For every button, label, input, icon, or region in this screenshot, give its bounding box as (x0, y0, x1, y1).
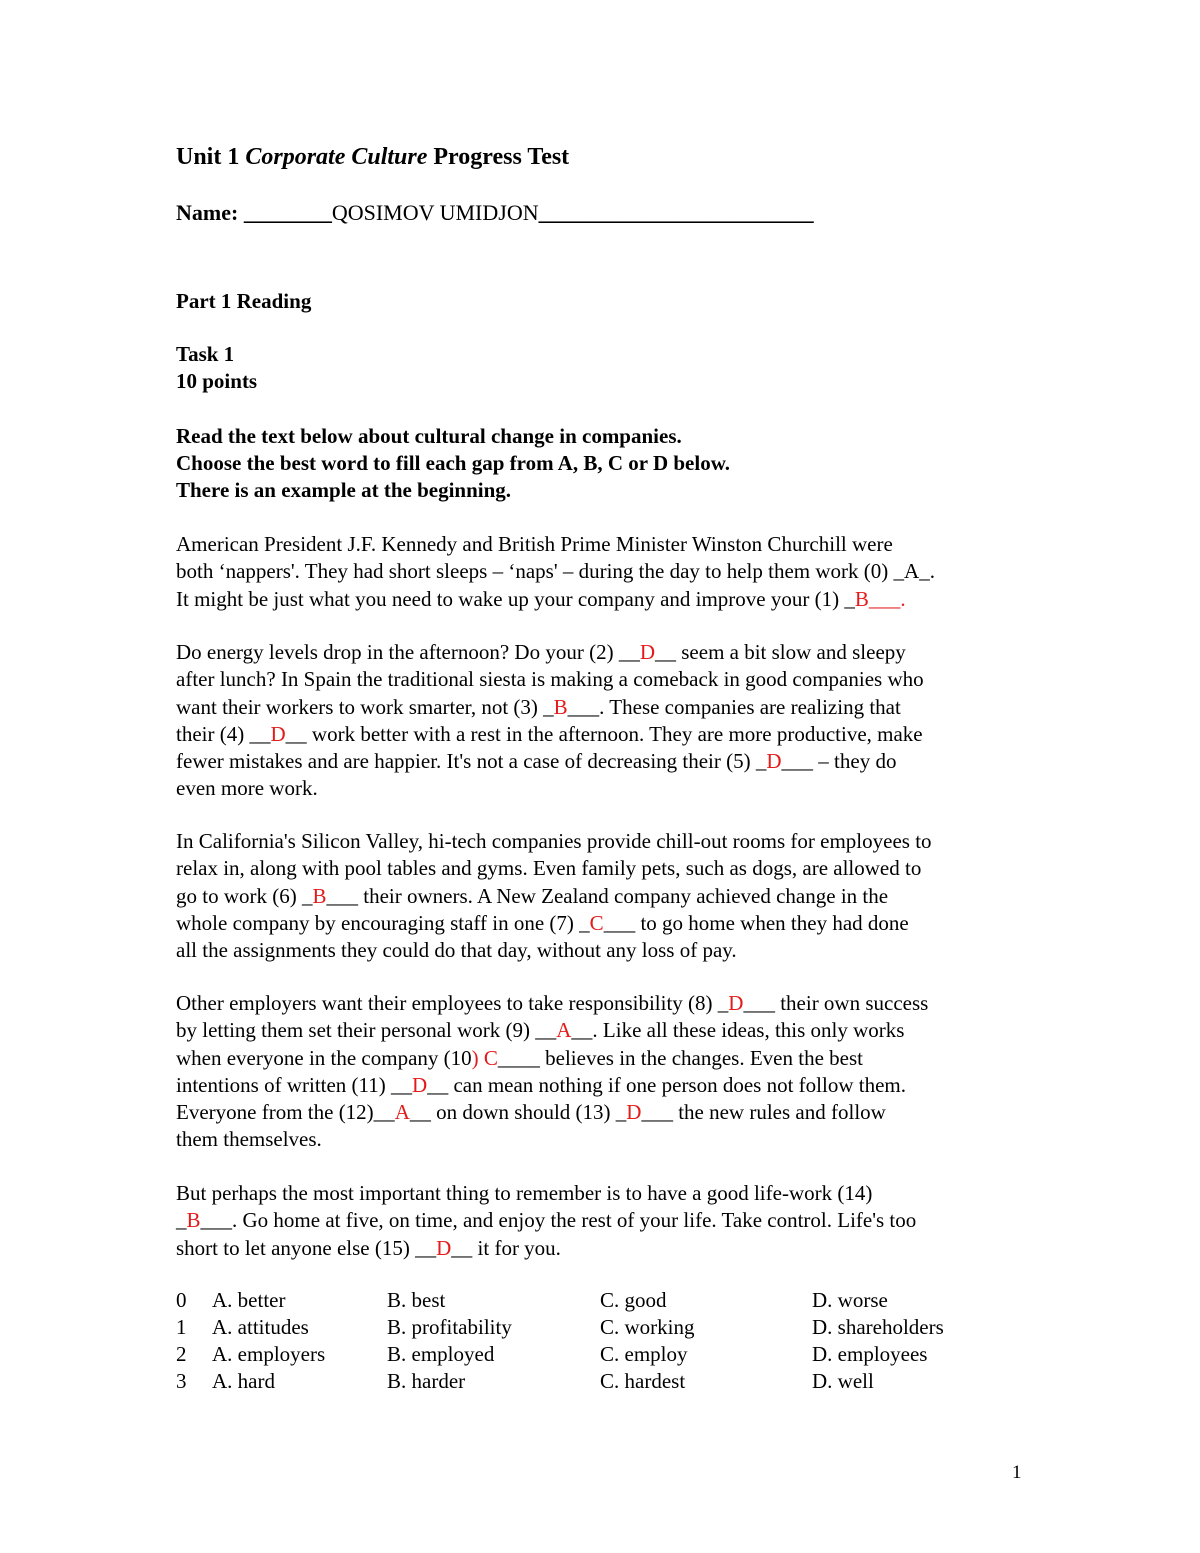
answer-12: A (394, 1100, 410, 1125)
option-c: C. working (600, 1315, 695, 1339)
task-heading: Task 1 (176, 342, 235, 366)
answer-5: D (766, 749, 782, 774)
option-number: 2 (176, 1342, 187, 1366)
answer-15: D (436, 1235, 452, 1260)
instructions (176, 423, 730, 504)
part-heading: Part 1 Reading (176, 289, 312, 313)
option-a: A. employers (212, 1342, 326, 1366)
answer-4: D (270, 721, 286, 746)
answer-2: D (639, 640, 655, 664)
student-name: QOSIMOV UMIDJON (331, 200, 539, 225)
option-b: B. harder (387, 1369, 466, 1393)
option-d: D. worse (812, 1288, 888, 1312)
option-b: B. best (387, 1288, 446, 1312)
answer-9: A (556, 1018, 572, 1043)
paragraph-3: In California's Silicon Valley, hi-tech companies provide chill-out rooms for employees to relax in, along with pool tables and gyms. Even family pets, such as dogs, are allowed to go to work (6) _B___ their owners. A New Zealand company achieved change in the whole company by encouraging staff in one (7) _C___ to go home when they had done all the assignments they could do that day, without any loss of pay. (176, 829, 932, 963)
option-d: D. well (812, 1369, 874, 1393)
option-d: D. employees (812, 1342, 928, 1366)
option-a: A. attitudes (212, 1315, 309, 1339)
option-a: A. better (212, 1288, 286, 1312)
instruction-line: There is an example at the beginning. (176, 478, 512, 502)
option-number: 1 (176, 1315, 187, 1339)
task-points: 10 points (176, 369, 258, 393)
student-name-line: Name: ________QOSIMOV UMIDJON_________________________ (176, 200, 814, 225)
option-c: C. hardest (600, 1369, 686, 1393)
answer-3: B (553, 694, 568, 719)
answer-14: B (186, 1208, 201, 1233)
answer-6: B (312, 883, 327, 908)
instruction-line: Read the text below about cultural change in companies. (176, 424, 682, 448)
page-number: 1 (1012, 1462, 1022, 1483)
option-number: 3 (176, 1369, 187, 1393)
option-d: D. shareholders (812, 1315, 944, 1339)
paragraph-2: Do energy levels drop in the afternoon? Do your (2) __D__ seem a bit slow and sleepy after lunch? In Spain the traditional siesta is making a comeback in good companies who want their workers to work smarter, not (3) _B___. These companies are realizing that their (4) __D__ work better with a rest in the afternoon. They are more productive, make fewer mistakes and are happier. It's not a case of decreasing their (5) _D___ – they do even more work. (176, 640, 924, 801)
page-title: Unit 1 Corporate Culture Progress Test (176, 144, 570, 170)
option-c: C. good (600, 1288, 667, 1312)
option-b: B. employed (387, 1342, 495, 1366)
example-answer: _A_ (893, 559, 930, 584)
option-b: B. profitability (387, 1315, 512, 1339)
answer-7: C (589, 910, 604, 935)
answer-11: D (412, 1072, 428, 1097)
answer-1: B (854, 586, 869, 611)
answer-10: ) C (471, 1045, 498, 1070)
paragraph-4: Other employers want their employees to take responsibility (8) _D___ their own success by letting them set their personal work (9) __A__. Like all these ideas, this only works when everyone in the company (10) C____ believes in the changes. Even the best intentions of written (11) __D__ can mean nothing if one person does not follow them. Everyone from the (12)__A__ on down should (13) _D___ the new rules and follow them themselves. (176, 991, 929, 1152)
option-a: A. hard (212, 1369, 275, 1393)
answer-13: D (626, 1100, 642, 1125)
paragraph-1: American President J.F. Kennedy and British Prime Minister Winston Churchill were both ‘nappers'. They had short sleeps – ‘naps' – during the day to help them work (0) _A_. It might be just what you need to wake up your company and improve your (1) _B___. (176, 532, 935, 611)
option-number: 0 (176, 1288, 187, 1312)
instruction-line: Choose the best word to fill each gap from A, B, C or D below. (176, 451, 730, 475)
option-c: C. employ (600, 1342, 688, 1366)
paragraph-5: But perhaps the most important thing to remember is to have a good life-work (14) _B___. Go home at five, on time, and enjoy the rest of your life. Take control. Life's too short to let anyone else (15) __D__ it for you. (176, 1181, 917, 1260)
answer-8: D (728, 991, 744, 1015)
